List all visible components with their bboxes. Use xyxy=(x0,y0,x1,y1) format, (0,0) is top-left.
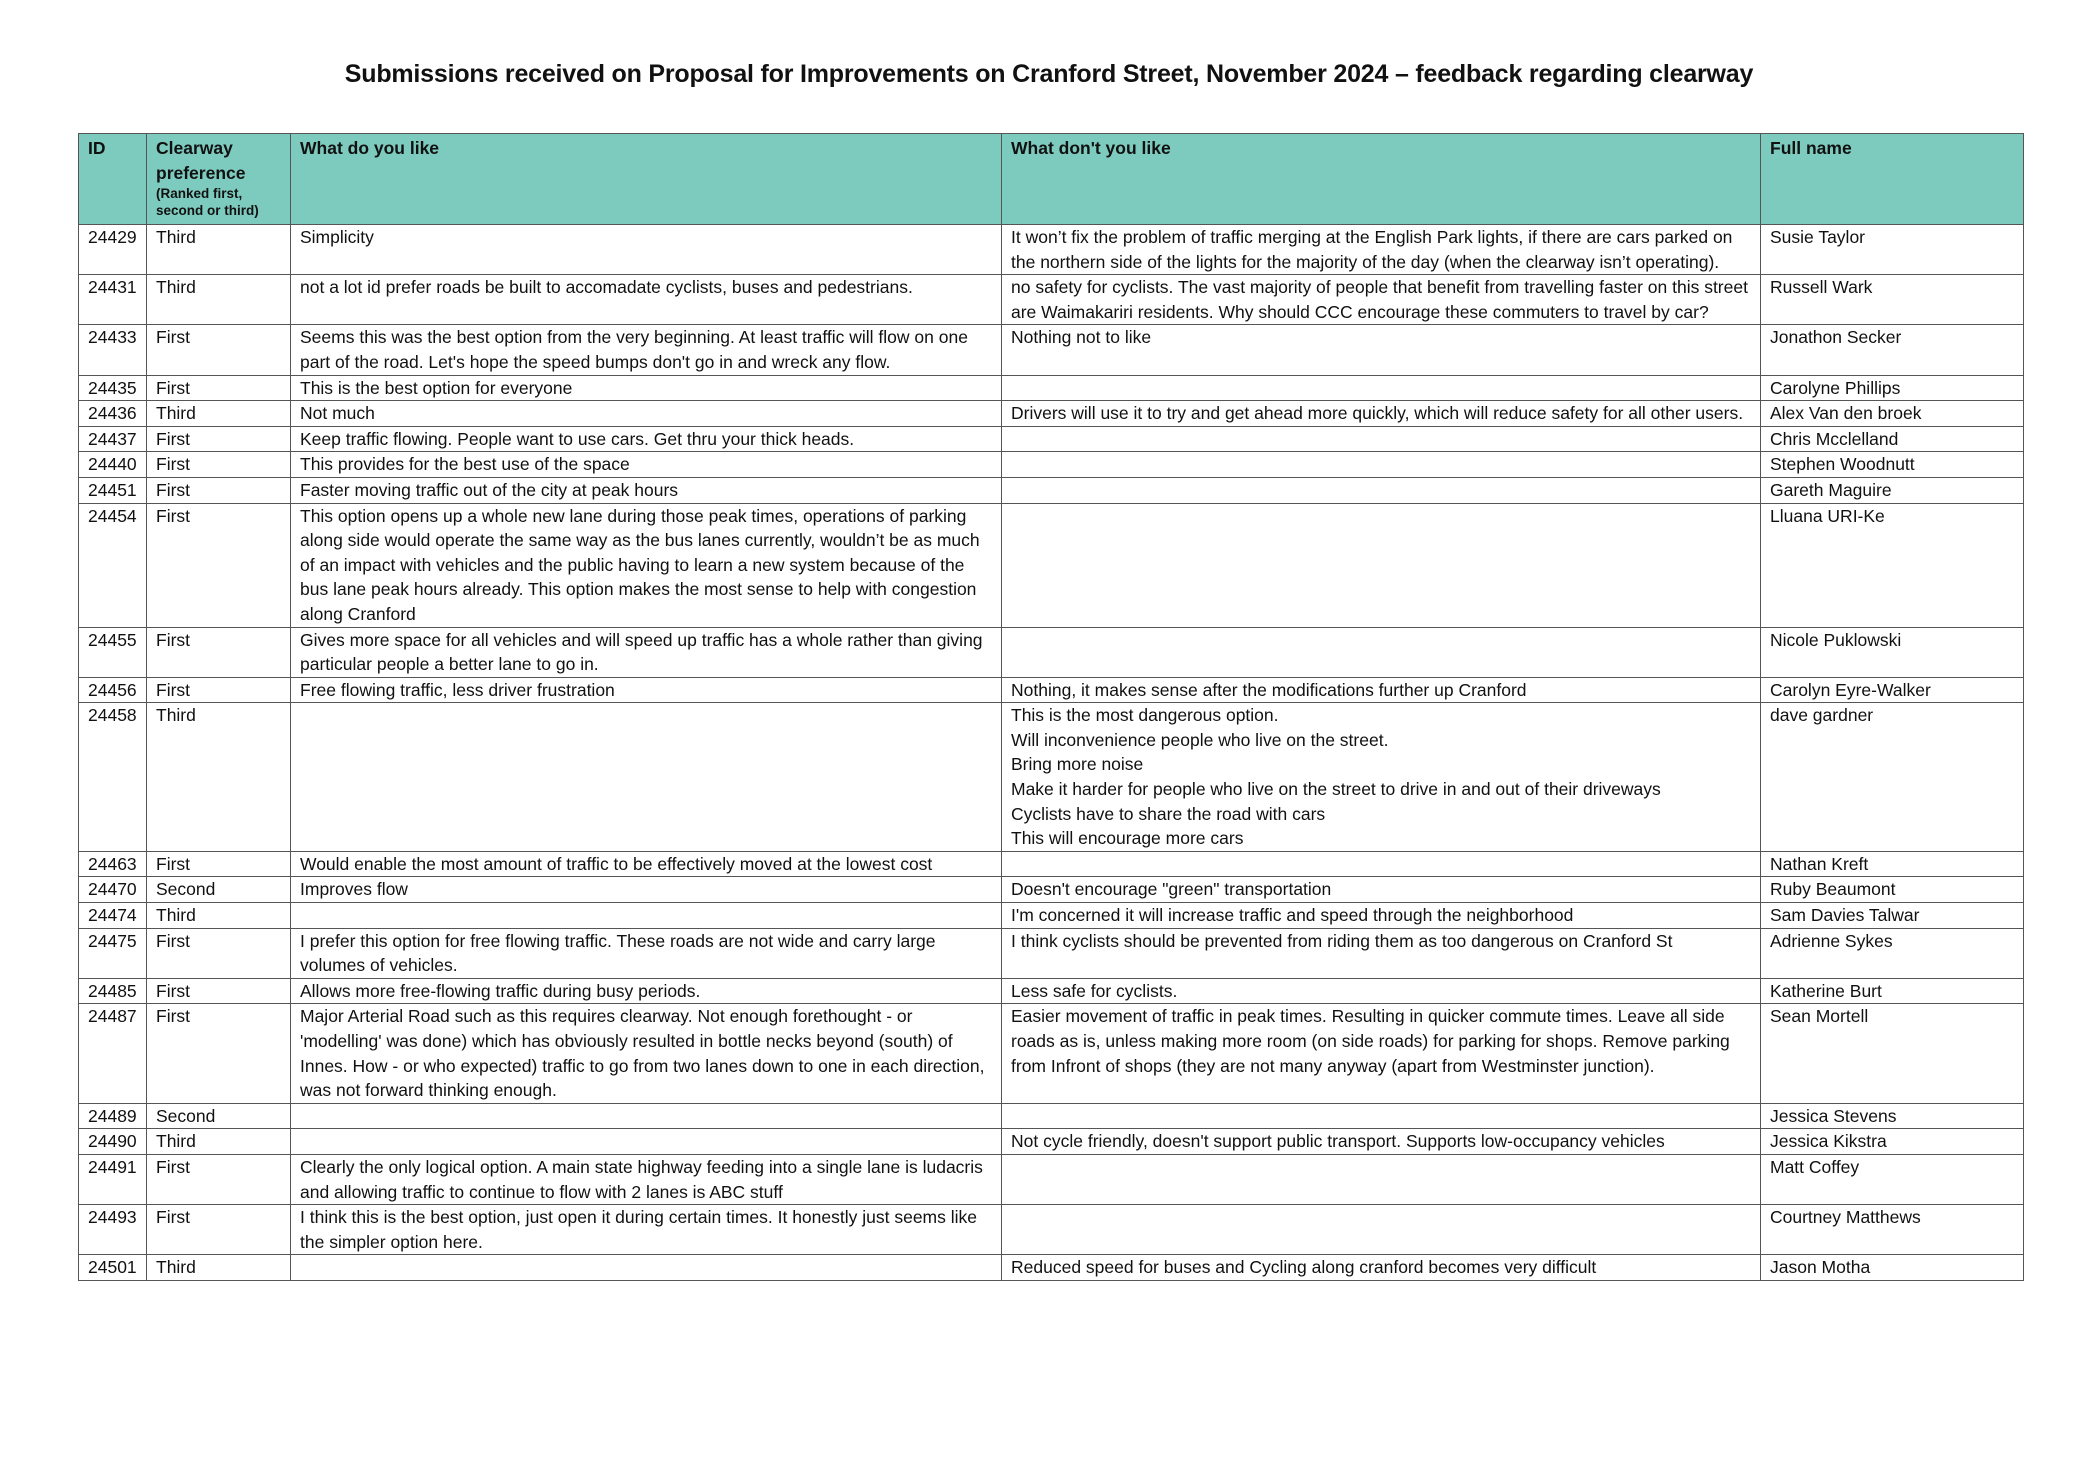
cell-likes: Free flowing traffic, less driver frustration xyxy=(291,677,1002,703)
cell-likes: Gives more space for all vehicles and will speed up traffic has a whole rather than giving particular people a better lane to go in. xyxy=(291,627,1002,677)
cell-dislikes: Less safe for cyclists. xyxy=(1002,978,1761,1004)
cell-preference: First xyxy=(147,1004,291,1103)
table-row xyxy=(79,1103,2024,1129)
table-row xyxy=(79,903,2024,929)
cell-name: Susie Taylor xyxy=(1761,225,2024,275)
cell-likes: Clearly the only logical option. A main state highway feeding into a single lane is ludacris and allowing traffic to continue to flow with 2 lanes is ABC stuff xyxy=(291,1154,1002,1204)
table-row xyxy=(79,978,2024,1004)
cell-id: 24431 xyxy=(79,275,147,325)
cell-id: 24491 xyxy=(79,1154,147,1204)
column-header-preference: Clearway preference (Ranked first, second or third) xyxy=(147,134,291,225)
cell-likes xyxy=(291,1103,1002,1129)
cell-dislikes: I'm concerned it will increase traffic and speed through the neighborhood xyxy=(1002,903,1761,929)
table-row xyxy=(79,928,2024,978)
cell-preference: Third xyxy=(147,1255,291,1281)
table-row xyxy=(79,877,2024,903)
cell-likes: Allows more free-flowing traffic during busy periods. xyxy=(291,978,1002,1004)
cell-likes xyxy=(291,1255,1002,1281)
cell-id: 24458 xyxy=(79,703,147,852)
cell-name: Nathan Kreft xyxy=(1761,851,2024,877)
cell-id: 24454 xyxy=(79,503,147,627)
cell-likes: This is the best option for everyone xyxy=(291,375,1002,401)
cell-likes xyxy=(291,703,1002,852)
cell-likes: Simplicity xyxy=(291,225,1002,275)
cell-preference: First xyxy=(147,325,291,375)
table-row xyxy=(79,1255,2024,1281)
cell-preference: Second xyxy=(147,1103,291,1129)
cell-name: Adrienne Sykes xyxy=(1761,928,2024,978)
cell-dislikes: Not cycle friendly, doesn't support public transport. Supports low-occupancy vehicles xyxy=(1002,1129,1761,1155)
cell-preference: Third xyxy=(147,225,291,275)
cell-id: 24490 xyxy=(79,1129,147,1155)
cell-dislikes: no safety for cyclists. The vast majority of people that benefit from travelling faster on this street are Waimakariri residents. Why should CCC encourage these commuters to travel by car? xyxy=(1002,275,1761,325)
column-header-dislikes: What don't you like xyxy=(1002,134,1761,225)
cell-id: 24455 xyxy=(79,627,147,677)
cell-dislikes: This is the most dangerous option. Will inconvenience people who live on the street. Bring more noise Make it harder for people who live on the street to drive in and out of their driveways Cyclists have to share the road with cars This will encourage more cars xyxy=(1002,703,1761,852)
cell-name: Jason Motha xyxy=(1761,1255,2024,1281)
cell-id: 24436 xyxy=(79,401,147,427)
table-row xyxy=(79,325,2024,375)
cell-name: Katherine Burt xyxy=(1761,978,2024,1004)
cell-id: 24429 xyxy=(79,225,147,275)
cell-id: 24501 xyxy=(79,1255,147,1281)
cell-dislikes xyxy=(1002,477,1761,503)
cell-preference: First xyxy=(147,627,291,677)
cell-preference: First xyxy=(147,928,291,978)
cell-dislikes xyxy=(1002,1103,1761,1129)
cell-name: Carolyne Phillips xyxy=(1761,375,2024,401)
cell-name: Jessica Kikstra xyxy=(1761,1129,2024,1155)
table-header-row xyxy=(79,134,2024,225)
cell-dislikes xyxy=(1002,851,1761,877)
cell-dislikes: Nothing, it makes sense after the modifications further up Cranford xyxy=(1002,677,1761,703)
cell-dislikes xyxy=(1002,503,1761,627)
cell-id: 24456 xyxy=(79,677,147,703)
cell-dislikes: Reduced speed for buses and Cycling along cranford becomes very difficult xyxy=(1002,1255,1761,1281)
cell-id: 24463 xyxy=(79,851,147,877)
cell-dislikes: It won’t fix the problem of traffic merging at the English Park lights, if there are cars parked on the northern side of the lights for the majority of the day (when the clearway isn’t operating). xyxy=(1002,225,1761,275)
cell-id: 24433 xyxy=(79,325,147,375)
table-row xyxy=(79,627,2024,677)
cell-name: Gareth Maguire xyxy=(1761,477,2024,503)
cell-likes: This provides for the best use of the space xyxy=(291,452,1002,478)
cell-dislikes xyxy=(1002,426,1761,452)
cell-dislikes xyxy=(1002,1205,1761,1255)
cell-likes: Keep traffic flowing. People want to use cars. Get thru your thick heads. xyxy=(291,426,1002,452)
cell-likes: Seems this was the best option from the very beginning. At least traffic will flow on one part of the road. Let's hope the speed bumps don't go in and wreck any flow. xyxy=(291,325,1002,375)
cell-preference: First xyxy=(147,503,291,627)
table-row xyxy=(79,677,2024,703)
cell-likes: This option opens up a whole new lane during those peak times, operations of parking along side would operate the same way as the bus lanes currently, wouldn’t be as much of an impact with vehicles and the public having to learn a new system because of the bus lane peak hours already. This option makes the most sense to help with congestion along Cranford xyxy=(291,503,1002,627)
cell-preference: First xyxy=(147,477,291,503)
cell-name: Carolyn Eyre-Walker xyxy=(1761,677,2024,703)
cell-preference: First xyxy=(147,426,291,452)
cell-likes: Major Arterial Road such as this requires clearway. Not enough forethought - or 'modelling' was done) which has obviously resulted in bottle necks beyond (south) of Innes. How - or who expected) traffic to go from two lanes down to one in each direction, was not forward thinking enough. xyxy=(291,1004,1002,1103)
cell-dislikes: Drivers will use it to try and get ahead more quickly, which will reduce safety for all other users. xyxy=(1002,401,1761,427)
cell-preference: First xyxy=(147,1154,291,1204)
cell-likes xyxy=(291,1129,1002,1155)
table-row xyxy=(79,426,2024,452)
cell-name: Ruby Beaumont xyxy=(1761,877,2024,903)
cell-id: 24485 xyxy=(79,978,147,1004)
cell-id: 24475 xyxy=(79,928,147,978)
cell-name: Nicole Puklowski xyxy=(1761,627,2024,677)
column-header-id: ID xyxy=(79,134,147,225)
cell-preference: First xyxy=(147,677,291,703)
cell-name: Jonathon Secker xyxy=(1761,325,2024,375)
cell-likes xyxy=(291,903,1002,929)
cell-id: 24451 xyxy=(79,477,147,503)
cell-likes: Would enable the most amount of traffic to be effectively moved at the lowest cost xyxy=(291,851,1002,877)
cell-name: Jessica Stevens xyxy=(1761,1103,2024,1129)
cell-likes: Improves flow xyxy=(291,877,1002,903)
cell-likes: Not much xyxy=(291,401,1002,427)
table-row xyxy=(79,275,2024,325)
cell-dislikes xyxy=(1002,1154,1761,1204)
page-title: Submissions received on Proposal for Improvements on Cranford Street, November 2024 – feedback regarding clearway xyxy=(344,60,1754,88)
cell-preference: Third xyxy=(147,1129,291,1155)
cell-dislikes: I think cyclists should be prevented from riding them as too dangerous on Cranford St xyxy=(1002,928,1761,978)
cell-name: dave gardner xyxy=(1761,703,2024,852)
cell-preference: First xyxy=(147,375,291,401)
cell-dislikes xyxy=(1002,627,1761,677)
cell-name: Alex Van den broek xyxy=(1761,401,2024,427)
cell-name: Russell Wark xyxy=(1761,275,2024,325)
cell-id: 24437 xyxy=(79,426,147,452)
cell-preference: Third xyxy=(147,401,291,427)
cell-id: 24489 xyxy=(79,1103,147,1129)
cell-name: Lluana URI-Ke xyxy=(1761,503,2024,627)
preference-note: (Ranked first, second or third) xyxy=(156,186,259,219)
cell-dislikes xyxy=(1002,375,1761,401)
cell-id: 24440 xyxy=(79,452,147,478)
cell-preference: Second xyxy=(147,877,291,903)
column-header-name: Full name xyxy=(1761,134,2024,225)
cell-likes: Faster moving traffic out of the city at peak hours xyxy=(291,477,1002,503)
table-row xyxy=(79,703,2024,852)
table-row xyxy=(79,375,2024,401)
table-row xyxy=(79,1205,2024,1255)
cell-dislikes: Nothing not to like xyxy=(1002,325,1761,375)
cell-preference: First xyxy=(147,978,291,1004)
table-row xyxy=(79,1004,2024,1103)
table-row xyxy=(79,225,2024,275)
table-row xyxy=(79,503,2024,627)
cell-name: Stephen Woodnutt xyxy=(1761,452,2024,478)
table-row xyxy=(79,851,2024,877)
submissions-table xyxy=(78,133,2024,1281)
cell-name: Sam Davies Talwar xyxy=(1761,903,2024,929)
cell-name: Matt Coffey xyxy=(1761,1154,2024,1204)
cell-likes: not a lot id prefer roads be built to accomadate cyclists, buses and pedestrians. xyxy=(291,275,1002,325)
cell-dislikes: Easier movement of traffic in peak times. Resulting in quicker commute times. Leave all side roads as is, unless making more room (on side roads) for parking for shops. Remove parking from Infront of shops (they are not many anyway (apart from Westminster junction). xyxy=(1002,1004,1761,1103)
table-row xyxy=(79,401,2024,427)
cell-preference: Third xyxy=(147,275,291,325)
cell-likes: I prefer this option for free flowing traffic. These roads are not wide and carry large volumes of vehicles. xyxy=(291,928,1002,978)
cell-preference: First xyxy=(147,452,291,478)
table-row xyxy=(79,452,2024,478)
cell-id: 24487 xyxy=(79,1004,147,1103)
cell-preference: First xyxy=(147,851,291,877)
cell-name: Chris Mcclelland xyxy=(1761,426,2024,452)
cell-preference: Third xyxy=(147,903,291,929)
cell-id: 24493 xyxy=(79,1205,147,1255)
table-row xyxy=(79,477,2024,503)
table-row xyxy=(79,1129,2024,1155)
cell-name: Courtney Matthews xyxy=(1761,1205,2024,1255)
cell-name: Sean Mortell xyxy=(1761,1004,2024,1103)
cell-id: 24470 xyxy=(79,877,147,903)
cell-preference: First xyxy=(147,1205,291,1255)
cell-dislikes: Doesn't encourage "green" transportation xyxy=(1002,877,1761,903)
table-row xyxy=(79,1154,2024,1204)
cell-likes: I think this is the best option, just open it during certain times. It honestly just seems like the simpler option here. xyxy=(291,1205,1002,1255)
cell-preference: Third xyxy=(147,703,291,852)
cell-id: 24474 xyxy=(79,903,147,929)
column-header-likes: What do you like xyxy=(291,134,1002,225)
cell-id: 24435 xyxy=(79,375,147,401)
cell-dislikes xyxy=(1002,452,1761,478)
